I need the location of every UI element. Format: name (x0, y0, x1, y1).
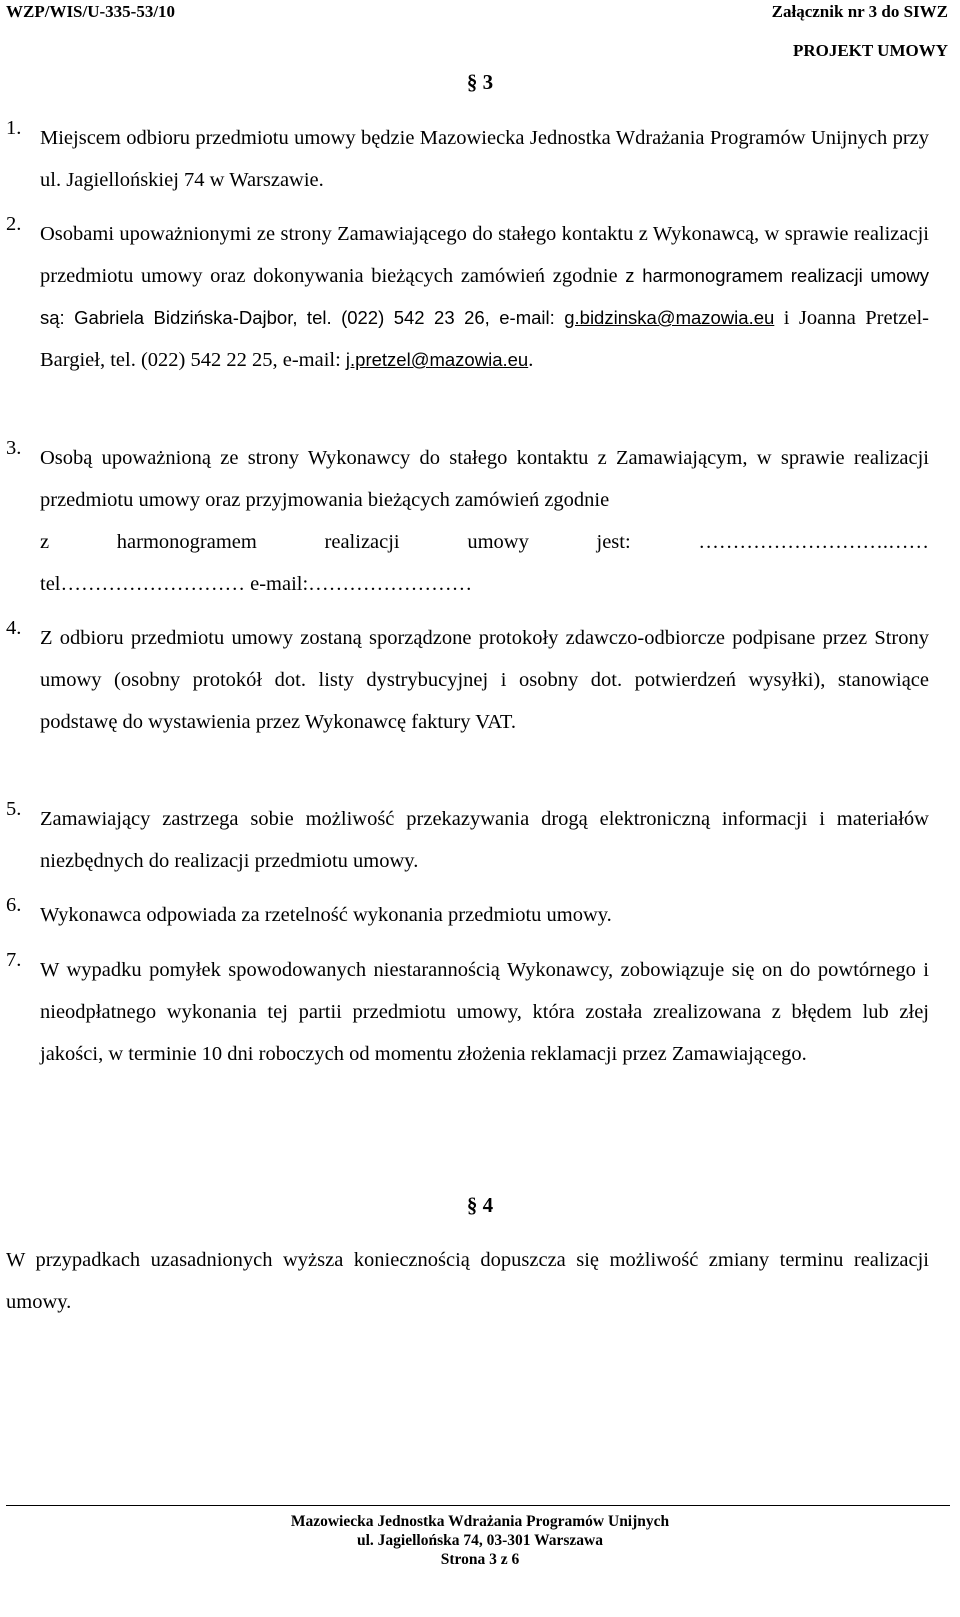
section-3-title: § 3 (466, 70, 494, 94)
list-item (6, 798, 929, 882)
section-4-title: § 4 (466, 1193, 494, 1217)
footer-address: ul. Jagiellońska 74, 03-301 Warszawa (356, 1532, 603, 1549)
item-text-part: z harmonogramem realizacji umowy są: Gabriela Bidzińska-Dajbor, tel. (022) 542 23 26, e-mail: (40, 265, 929, 328)
item-number: 2. (6, 213, 22, 235)
email-link[interactable]: g.bidzinska@mazowia.eu (564, 307, 775, 328)
section-4-text: W przypadkach uzasadnionych wyższa koniecznością dopuszcza się możliwość zmiany terminu realizacji umowy. (6, 1249, 929, 1313)
document-reference: WZP/WIS/U-335-53/10 (6, 2, 176, 21)
item-text: W wypadku pomyłek spowodowanych niestarannością Wykonawcy, zobowiązuje się on do powtórnego i nieodpłatnego wykonania tej partii przedmiotu umowy, która została zrealizowana z błędem lub złej jakości, w terminie 10 dni roboczych od momentu złożenia reklamacji przez Zamawiającego. (40, 959, 929, 1065)
page-number: Strona 3 z 6 (440, 1551, 520, 1568)
item-text: Miejscem odbioru przedmiotu umowy będzie Mazowiecka Jednostka Wdrażania Programów Unijnych przy ul. Jagiellońskiej 74 w Warszawie. (40, 127, 929, 191)
item-text: Zamawiający zastrzega sobie możliwość przekazywania drogą elektroniczną informacji i materiałów niezbędnych do realizacji przedmiotu umowy. (40, 808, 929, 872)
list-item (6, 437, 929, 605)
item-number: 1. (6, 117, 22, 139)
list-item (6, 894, 929, 936)
project-label: PROJEKT UMOWY (792, 41, 948, 60)
item-text-part: . (528, 349, 534, 371)
item-text-part: i Joanna Pretzel-Bargieł, tel. (022) 542 22 25, e-mail: (40, 307, 929, 371)
item-number: 3. (6, 437, 22, 459)
item-text-part: tel……………………… e-mail:…………………… (40, 573, 473, 595)
item-text (40, 213, 929, 381)
item-text: Z odbioru przedmiotu umowy zostaną sporządzone protokoły zdawczo-odbiorcze podpisane przez Strony umowy (osobny protokół dot. listy dystrybucyjnej i osobny dot. potwierdzeń wysyłki), stanowiące podstawę do wystawienia przez Wykonawcę faktury VAT. (40, 627, 929, 733)
item-text-part: Osobami upoważnionymi ze strony Zamawiającego do stałego kontaktu z Wykonawcą, w sprawie realizacji przedmiotu umowy oraz dokonywania bieżących zamówień zgodnie (40, 223, 929, 287)
list-item (6, 117, 929, 201)
footer-institution: Mazowiecka Jednostka Wdrażania Programów Unijnych (290, 1513, 670, 1530)
footer-divider (6, 1505, 950, 1506)
list-item (6, 213, 929, 381)
item-text-part: Osobą upoważnioną ze strony Wykonawcy do stałego kontaktu z Zamawiającym, w sprawie realizacji przedmiotu umowy oraz przyjmowania bieżących zamówień zgodnie (40, 447, 929, 511)
item-text (40, 437, 929, 605)
item-number: 7. (6, 949, 22, 971)
item-number: 4. (6, 617, 22, 639)
attachment-label: Załącznik nr 3 do SIWZ (771, 2, 948, 21)
item-number: 6. (6, 894, 22, 916)
email-link[interactable]: j.pretzel@mazowia.eu (345, 349, 529, 370)
item-text: Wykonawca odpowiada za rzetelność wykonania przedmiotu umowy. (40, 904, 612, 926)
item-number: 5. (6, 798, 22, 820)
list-item (6, 949, 929, 1075)
item-text-part: z harmonogramem realizacji umowy jest: ……………………….…… (40, 531, 929, 553)
list-item (6, 617, 929, 743)
